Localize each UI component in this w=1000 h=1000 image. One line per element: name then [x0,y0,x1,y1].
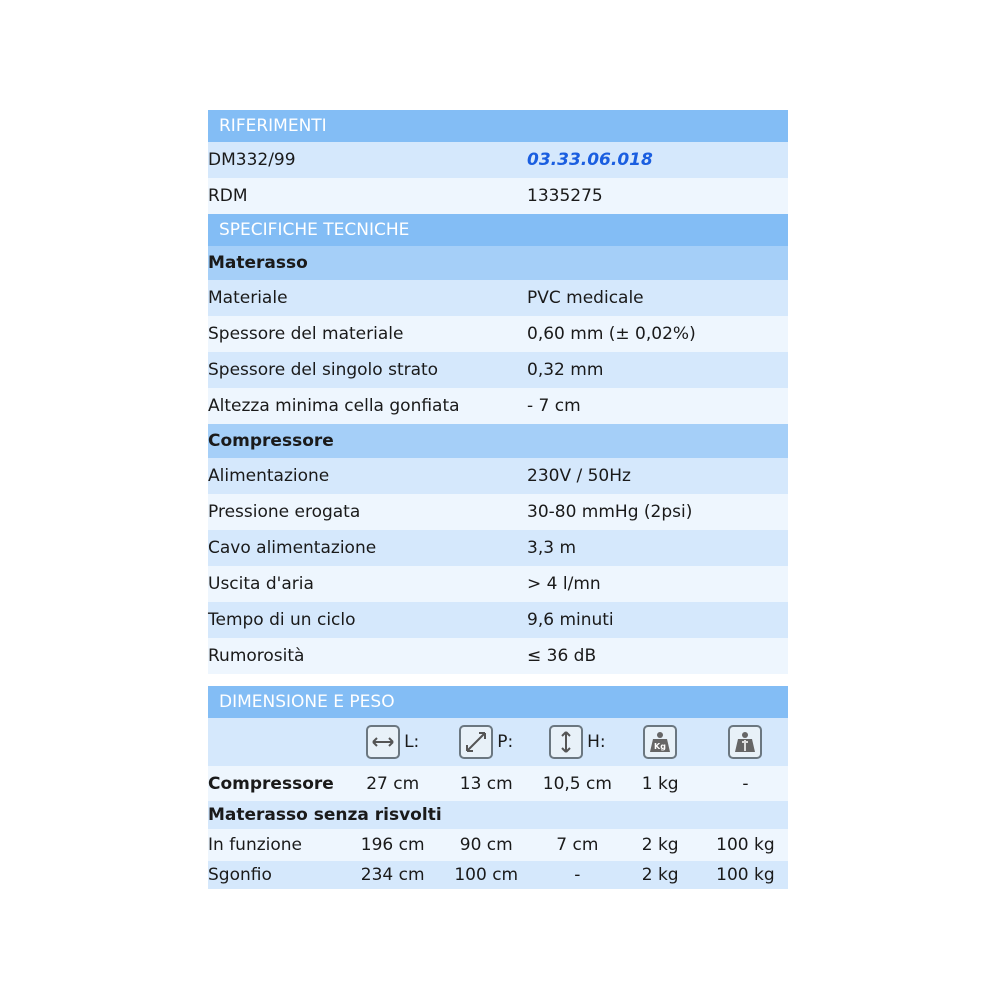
subheader-compressore [208,424,788,458]
cell: 2 kg [641,865,679,885]
cell: 13 cm [459,773,513,794]
height-icon [549,725,583,759]
cell: 100 kg [716,835,775,855]
section-header-dimensione [208,686,788,718]
cell: 10,5 cm [542,773,612,794]
row-value: PVC medicale [527,288,644,308]
table-row [208,280,788,316]
row-label: Materiale [208,288,288,308]
cell: 27 cm [366,773,420,794]
row-value: 230V / 50Hz [527,466,631,486]
height-label: H: [587,732,606,752]
depth-icon [459,725,493,759]
cell: 7 cm [556,835,599,855]
row-value: > 4 l/mn [527,574,601,594]
table-row [208,352,788,388]
table-row-compressore [208,766,788,801]
dimension-icons-row [208,718,788,766]
cell: 90 cm [459,835,513,855]
row-label: Sgonfio [208,865,272,885]
row-value: 1335275 [527,186,603,206]
row-label: Spessore del materiale [208,324,404,344]
cell: - [574,865,581,885]
section-title: DIMENSIONE E PESO [219,692,395,712]
section-header-riferimenti [208,110,788,142]
table-row [208,458,788,494]
table-row [208,178,788,214]
max-patient-weight-icon [728,725,762,759]
spec-table [208,110,788,889]
row-label: Rumorosità [208,646,305,666]
row-value: 3,3 m [527,538,576,558]
row-label: DM332/99 [208,150,296,170]
row-value: 30-80 mmHg (2psi) [527,502,693,522]
subheader-title: Materasso senza risvolti [208,805,442,825]
row-value: - 7 cm [527,396,581,416]
cell: 2 kg [641,835,679,855]
row-label: Altezza minima cella gonfiata [208,396,460,416]
cell: 100 cm [454,865,519,885]
row-value: 0,60 mm (± 0,02%) [527,324,696,344]
section-title: SPECIFICHE TECNICHE [219,220,410,240]
row-label: Spessore del singolo strato [208,360,439,380]
row-label: RDM [208,186,248,206]
table-row [208,142,788,178]
svg-text:Kg: Kg [654,742,667,751]
subheader-materasso [208,246,788,280]
row-label: Tempo di un ciclo [208,610,356,630]
row-value: 9,6 minuti [527,610,614,630]
row-label: Alimentazione [208,466,330,486]
row-value: 0,32 mm [527,360,604,380]
table-row [208,638,788,674]
row-value: ≤ 36 dB [527,646,597,666]
subheader-materasso-senza-risvolti [208,801,788,829]
cell: 234 cm [360,865,425,885]
table-row [208,602,788,638]
weight-kg-icon [643,725,677,759]
row-label: Cavo alimentazione [208,538,377,558]
cell: - [742,773,749,794]
length-icon [366,725,400,759]
section-title: RIFERIMENTI [219,116,327,136]
table-row [208,530,788,566]
table-row [208,316,788,352]
row-label: Pressione erogata [208,502,361,522]
row-label: Compressore [208,773,334,794]
row-value: 03.33.06.018 [527,150,653,170]
table-row [208,829,788,861]
row-label: Uscita d'aria [208,574,314,594]
cell: 100 kg [716,865,775,885]
table-row [208,861,788,889]
row-label: In funzione [208,835,303,855]
subheader-title: Compressore [208,431,334,451]
subheader-title: Materasso [208,253,308,273]
length-label: L: [404,732,420,752]
section-header-specifiche [208,214,788,246]
table-row [208,388,788,424]
table-row [208,494,788,530]
cell: 1 kg [641,773,679,794]
table-row [208,566,788,602]
cell: 196 cm [360,835,425,855]
depth-label: P: [497,732,514,752]
